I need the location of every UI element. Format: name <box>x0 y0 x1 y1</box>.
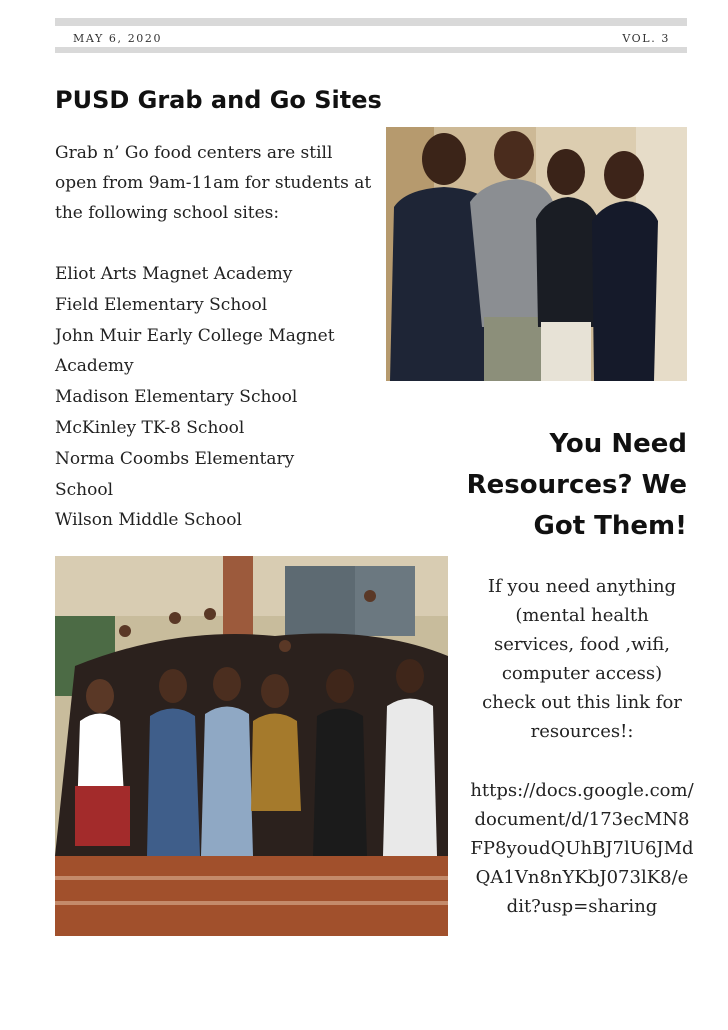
list-item: Norma Coombs Elementary School <box>55 448 295 500</box>
list-item: John Muir Early College Magnet Academy <box>55 325 335 377</box>
resources-link[interactable]: https://docs.google.com/document/d/173ecMN8FP8youdQUhBJ7lU6JMdQA1Vn8nYKbJ073lK8/edit?usp=sharing <box>470 780 694 917</box>
grab-and-go-title: PUSD Grab and Go Sites <box>55 86 382 114</box>
list-item: Field Elementary School <box>55 294 268 315</box>
header-top-rule <box>55 18 687 26</box>
school-sites-list <box>55 259 355 536</box>
grab-and-go-intro: Grab n’ Go food centers are still open from 9am-11am for students at the following school sites: <box>55 143 372 223</box>
list-item: Wilson Middle School <box>55 510 242 531</box>
students-rally-photo <box>55 556 448 936</box>
header-bottom-rule <box>55 47 687 53</box>
list-item: Eliot Arts Magnet Academy <box>55 264 293 284</box>
resources-title: You Need Resources? We Got Them! <box>466 429 687 541</box>
students-group-photo-art <box>386 127 687 381</box>
resources-description: If you need anything (mental health services, food ,wifi, computer access) check out this link for resources!: <box>482 576 682 742</box>
issue-date: MAY 6, 2020 <box>73 32 163 45</box>
list-item: Madison Elementary School <box>55 387 298 408</box>
list-item: McKinley TK-8 School <box>55 417 245 438</box>
students-group-photo <box>386 127 687 381</box>
students-rally-photo-art <box>55 556 448 936</box>
issue-volume: VOL. 3 <box>622 32 670 45</box>
